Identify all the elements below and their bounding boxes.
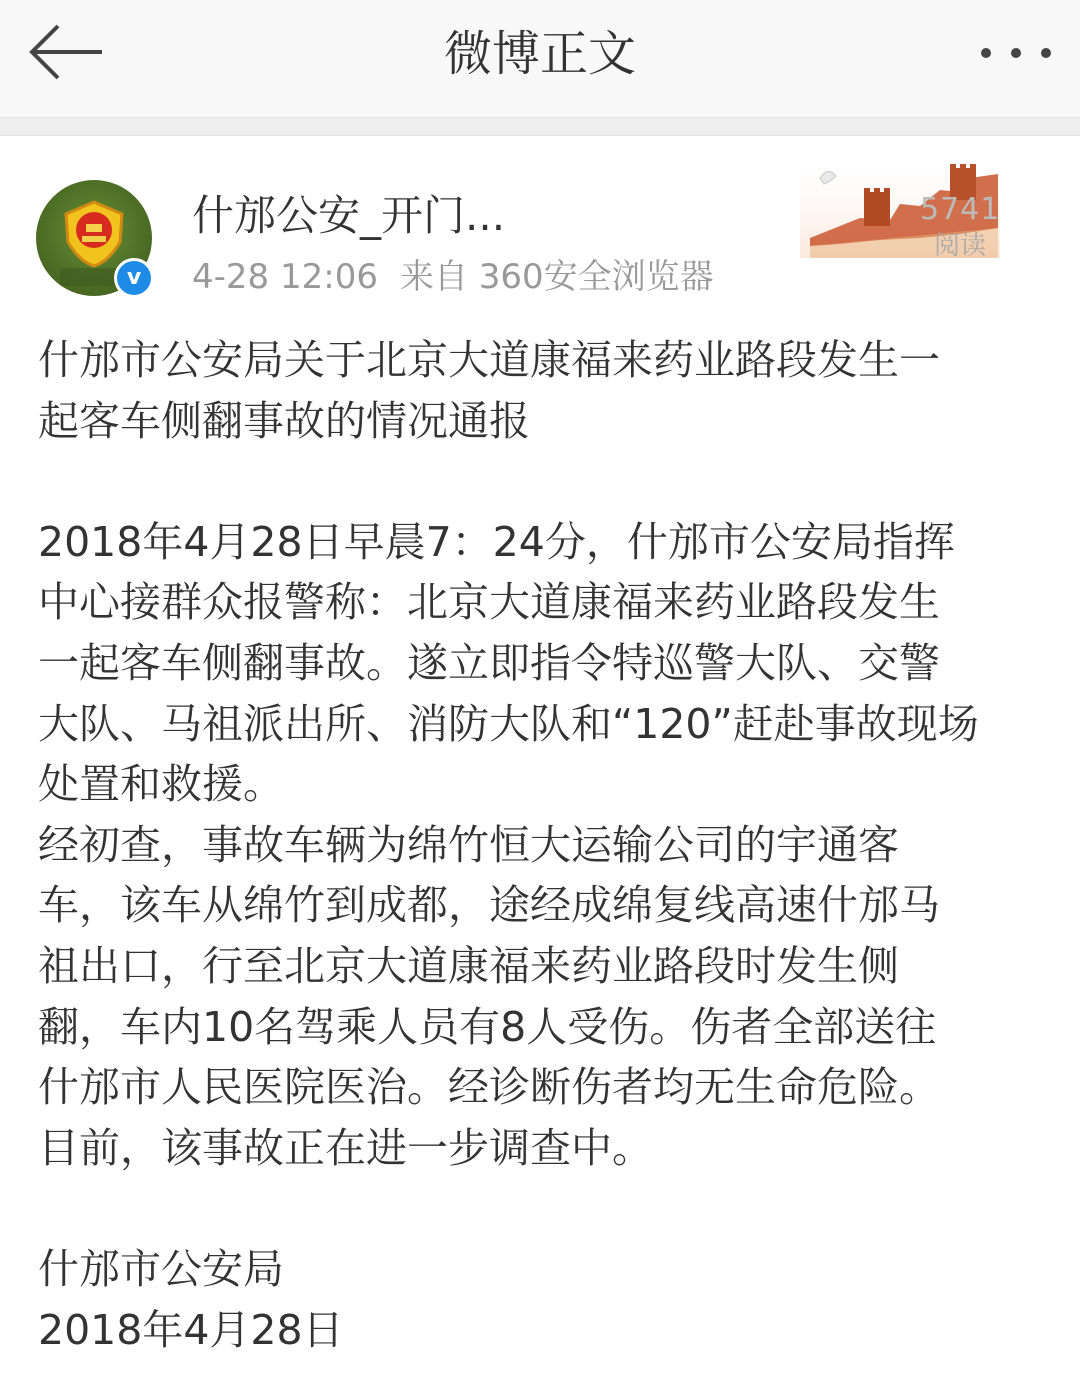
post-content (38, 330, 1048, 1360)
paragraph-line: 目前，该事故正在进一步调查中。 (38, 1123, 653, 1172)
paragraph-line: 处置和救援。 (38, 760, 284, 809)
read-label: 阅读 (934, 231, 987, 261)
signature: 什邡市公安局 (38, 1244, 284, 1293)
paragraph-line: 大队、马祖派出所、消防大队和“120”赶赴事故现场 (38, 699, 979, 748)
page-title: 微博正文 (443, 26, 636, 82)
post-meta (192, 254, 714, 300)
more-options-button[interactable] (976, 28, 1056, 78)
signature-date: 2018年4月28日 (38, 1305, 344, 1354)
read-count: 5741 (920, 192, 1001, 227)
paragraph-line: 一起客车侧翻事故。遂立即指令特巡警大队、交警 (38, 638, 940, 687)
paragraph-line: 祖出口，行至北京大道康福来药业路段时发生侧 (38, 941, 899, 990)
paragraph-line: 经初查，事故车辆为绵竹恒大运输公司的宇通客 (38, 820, 899, 869)
post-heading-line: 什邡市公安局关于北京大道康福来药业路段发生一 (38, 336, 940, 384)
author-name[interactable]: 什邡公安_开门... (192, 191, 506, 240)
section-divider (0, 118, 1080, 136)
author-avatar[interactable] (36, 180, 156, 300)
paragraph-spacer (38, 1178, 1048, 1239)
paragraph-line: 车，该车从绵竹到成都，途经成绵复线高速什邡马 (38, 881, 940, 930)
paragraph-line: 中心接群众报警称：北京大道康福来药业路段发生 (38, 578, 940, 627)
more-dots-icon (976, 28, 1056, 78)
post-heading-line: 起客车侧翻事故的情况通报 (38, 396, 530, 445)
post-time: 4-28 12:06 (192, 257, 378, 297)
paragraph-line: 翻，车内10名驾乘人员有8人受伤。伤者全部送往 (38, 1002, 937, 1051)
verified-badge-icon: v (114, 258, 154, 298)
paragraph-spacer (38, 451, 1048, 512)
paragraph-line: 2018年4月28日早晨7：24分，什邡市公安局指挥 (38, 517, 955, 566)
paragraph-line: 什邡市人民医院医治。经诊断伤者均无生命危险。 (38, 1063, 940, 1112)
top-nav-bar (0, 0, 1080, 118)
post-source[interactable]: 来自 360安全浏览器 (399, 257, 714, 297)
